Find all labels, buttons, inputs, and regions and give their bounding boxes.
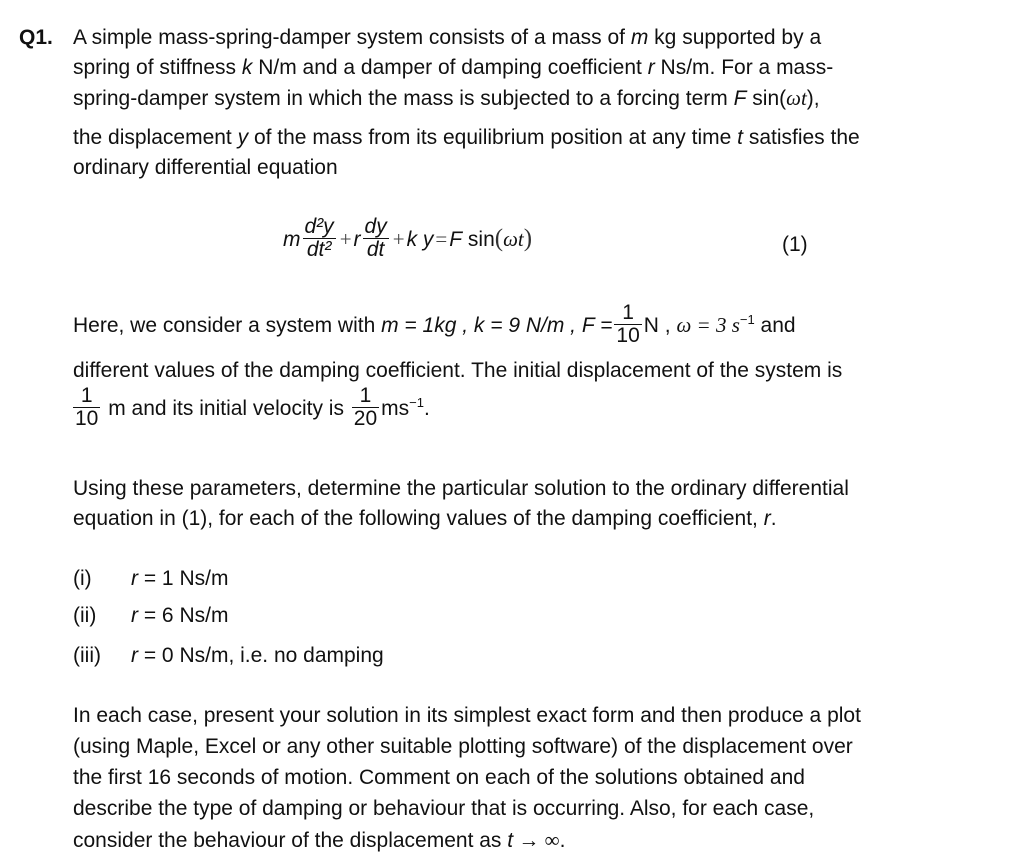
param-omega: ω = 3 s: [676, 313, 740, 337]
case-label: (ii): [73, 604, 97, 627]
text: Ns/m. For a mass-: [654, 56, 834, 79]
var-r: r: [131, 567, 138, 590]
sin: sin: [467, 228, 495, 252]
param-F-unit: N ,: [643, 314, 671, 337]
intro-line-4: [73, 125, 860, 151]
arrow-infinity: → ∞: [513, 828, 560, 852]
denominator: dt: [363, 238, 389, 261]
text: .: [559, 829, 566, 852]
initial-displacement-fraction: [73, 385, 100, 430]
var-F: F: [449, 228, 463, 252]
denominator: 10: [75, 406, 99, 430]
exponent: −1: [409, 395, 424, 410]
exponent: −1: [739, 312, 755, 327]
text: and: [754, 314, 796, 337]
text: = 1 Ns/m: [138, 567, 229, 590]
text: .: [770, 507, 777, 530]
text: A simple mass-spring-damper system consists of a mass of: [73, 26, 631, 49]
differential-equation: [283, 215, 533, 263]
var-omega-t: ωt: [503, 227, 524, 252]
var-F: F: [733, 87, 747, 110]
paren: (: [494, 225, 504, 253]
instructions-line-4: describe the type of damping or behaviour that is occurring. Also, for each case,: [73, 797, 815, 820]
case-item: [73, 643, 101, 669]
intro-line-1: [73, 25, 821, 51]
params-line-1: [73, 302, 796, 349]
text: of the mass from its equilibrium position at any time: [248, 126, 738, 149]
text: = 0 Ns/m, i.e. no damping: [138, 644, 384, 667]
text: spring of stiffness: [73, 56, 242, 79]
plus: +: [392, 227, 405, 252]
instructions-line-3: the first 16 seconds of motion. Comment on each of the solutions obtained and: [73, 766, 805, 789]
case-value: [131, 643, 384, 669]
task-line-2: [73, 506, 777, 532]
text: Here, we consider a system with: [73, 314, 382, 337]
text: satisfies the: [742, 126, 860, 149]
text: N/m and a damper of damping coefficient: [252, 56, 648, 79]
var-k: k: [406, 228, 418, 252]
numerator: 1: [359, 383, 372, 407]
case-label: (iii): [73, 644, 101, 667]
var-r: r: [763, 507, 771, 530]
denominator: 20: [353, 406, 378, 430]
text: sin(: [746, 87, 787, 110]
text: m and its initial velocity is: [102, 397, 350, 420]
denominator: 10: [616, 323, 640, 347]
text: equation in (1), for each of the following values of the damping coefficient,: [73, 507, 764, 530]
param-m: m = 1kg ,: [381, 314, 469, 337]
instructions-line-1: In each case, present your solution in its simplest exact form and then produce a plot: [73, 704, 861, 727]
plus: +: [339, 227, 352, 252]
params-line-3: [73, 383, 430, 432]
text: spring-damper system in which the mass is subjected to a forcing term: [73, 87, 734, 110]
instructions-line-2: (using Maple, Excel or any other suitable plotting software) of the displacement over: [73, 735, 853, 758]
case-value: [131, 603, 228, 629]
var-omega-t: ωt: [786, 86, 807, 110]
numerator: 1: [622, 300, 634, 324]
intro-line-2: [73, 55, 833, 81]
case-item: [73, 566, 92, 592]
text: ),: [806, 87, 820, 110]
case-value: [131, 566, 228, 592]
denominator: dt²: [303, 238, 336, 261]
equation-number: (1): [782, 233, 808, 256]
intro-line-3: [73, 85, 820, 112]
var-r: r: [131, 644, 138, 667]
equals: =: [435, 227, 448, 252]
var-r: r: [131, 604, 138, 627]
text: .: [423, 397, 430, 420]
paren: ): [523, 225, 533, 253]
var-r: r: [647, 56, 655, 79]
numerator: d²y: [304, 215, 334, 238]
text: the displacement: [73, 126, 238, 149]
case-item: [73, 603, 96, 629]
var-t: t: [507, 829, 514, 852]
params-line-2: different values of the damping coefficient. The initial displacement of the system is: [73, 359, 843, 382]
param-F-fraction: [614, 302, 641, 347]
text: = 6 Ns/m: [138, 604, 229, 627]
numerator: 1: [80, 383, 93, 407]
initial-velocity-fraction: [352, 385, 379, 430]
task-line-1: Using these parameters, determine the particular solution to the ordinary differential: [73, 477, 849, 500]
var-t: t: [737, 126, 743, 149]
param-k: k = 9 N/m ,: [473, 314, 577, 337]
question-number: Q1.: [19, 26, 53, 49]
var-m: m: [630, 26, 649, 49]
second-derivative: [303, 216, 336, 261]
var-k: k: [241, 56, 253, 79]
case-label: (i): [73, 567, 92, 590]
var-y: y: [237, 126, 249, 149]
numerator: dy: [364, 215, 387, 238]
instructions-line-5: [73, 827, 565, 854]
intro-line-5: ordinary differential equation: [73, 156, 338, 179]
velocity-unit: ms: [381, 397, 410, 420]
param-F-label: F =: [581, 314, 613, 337]
var-m: m: [283, 228, 301, 252]
var-y: y: [422, 228, 434, 252]
var-r: r: [353, 228, 361, 252]
text: consider the behaviour of the displacement as: [73, 829, 508, 852]
text: kg supported by a: [648, 26, 822, 49]
first-derivative: [363, 216, 389, 261]
